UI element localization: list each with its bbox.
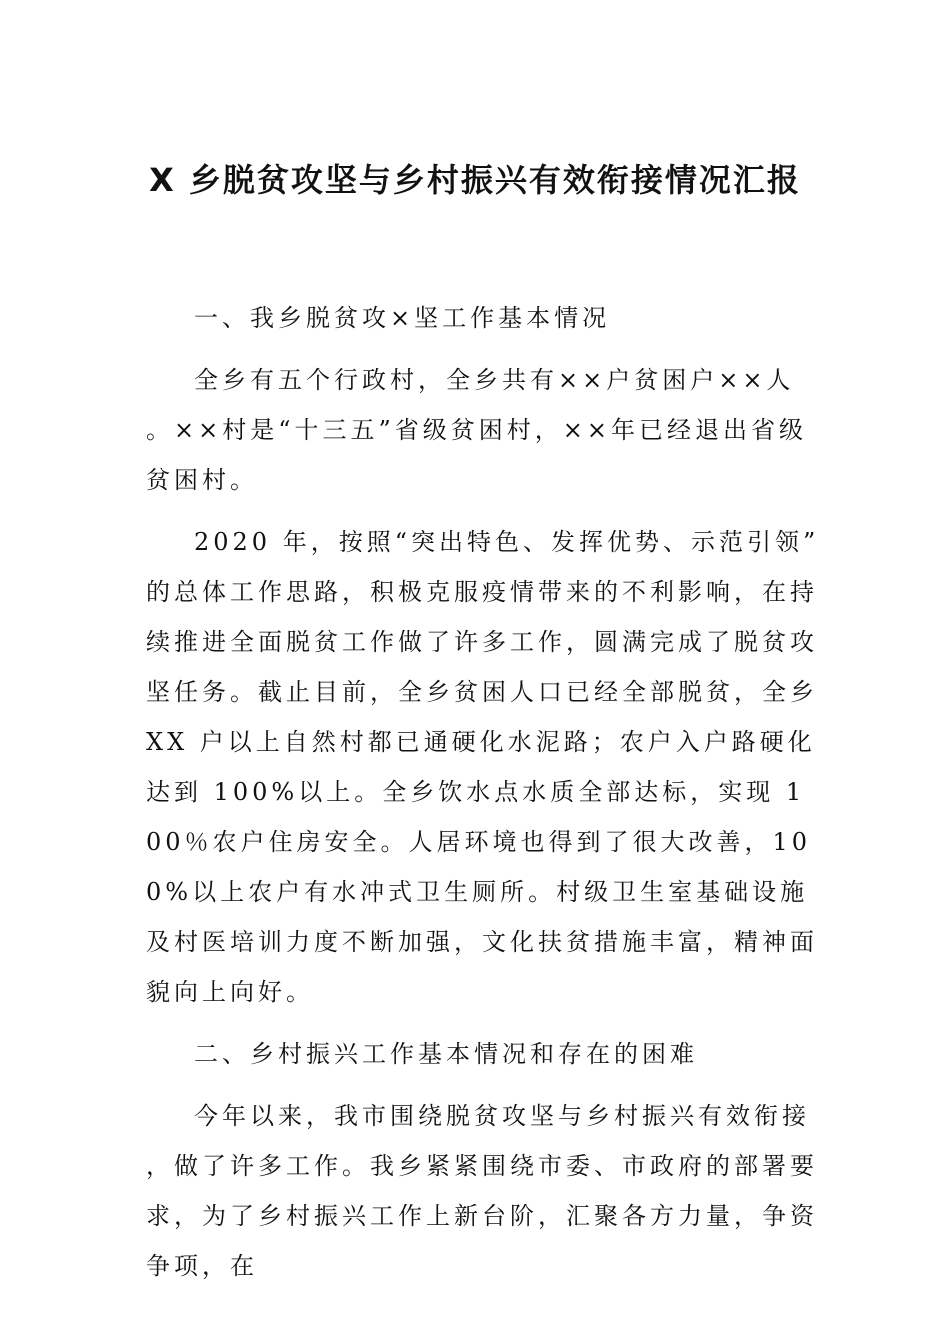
paragraph-1-2: 2020 年，按照“突出特色、发挥优势、示范引领”的总体工作思路，积极克服疫情带来的不利影响，在持续推进全面脱贫工作做了许多工作，圆满完成了脱贫攻坚任务。截止目前，全乡贫困人口已经全部脱贫，全乡 XX 户以上自然村都已通硬化水泥路；农户入户路硬化达到 100%以上。全乡饮水点水质全部达标，实现 100％农户住房安全。人居环境也得到了很大改善，100%以上农户有水冲式卫生厕所。村级卫生室基础设施及村医培训力度不断加强，文化扶贫措施丰富，精神面貌向上向好。 [146,528,820,1006]
document-title: X 乡脱贫攻坚与乡村振兴有效衔接情况汇报 [149,161,801,199]
paragraph-1-1: 全乡有五个行政村，全乡共有××户贫困户××人。××村是“十三五”省级贫困村，××年已经退出省级贫困村。 [146,366,807,494]
section-heading-1: 一、我乡脱贫攻×坚工作基本情况 [194,304,611,332]
document-body [146,293,822,1303]
section-heading-2: 二、乡村振兴工作基本情况和存在的困难 [194,1040,698,1068]
paragraph-2-1: 今年以来，我市围绕脱贫攻坚与乡村振兴有效衔接，做了许多工作。我乡紧紧围绕市委、市政府的部署要求，为了乡村振兴工作上新台阶，汇聚各方力量，争资争项，在 [146,1102,818,1280]
